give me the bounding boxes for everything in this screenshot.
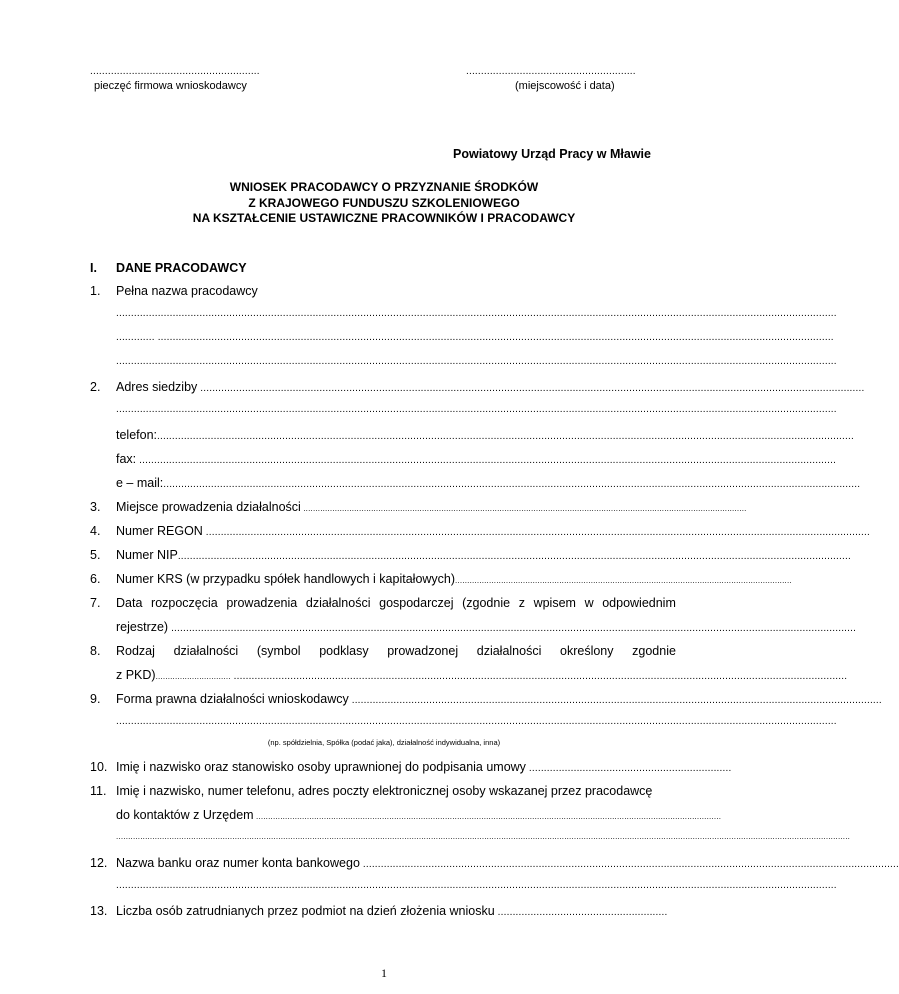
place-date-dots: ......................................................... bbox=[466, 66, 636, 77]
fax-input[interactable]: .......................................................................................................................................................................................................................................... bbox=[136, 455, 837, 466]
field-10-row bbox=[90, 760, 732, 774]
field-11-input[interactable]: ................................................................................................................................................................................................ bbox=[253, 812, 722, 821]
field-7-label-2: rejestrze) bbox=[116, 620, 169, 634]
email-row bbox=[116, 476, 861, 490]
addressee: Powiatowy Urząd Pracy w Mławie bbox=[453, 147, 651, 161]
field-5-input[interactable]: .................................................................................................................................................................................................................................. bbox=[177, 551, 851, 562]
field-5-row bbox=[90, 548, 851, 562]
email-label: e – mail: bbox=[116, 476, 164, 490]
field-3-number: 3. bbox=[90, 500, 101, 514]
field-9-input-line-2[interactable]: .................................................................................................................................................................................................................................................. bbox=[116, 716, 837, 727]
field-2-input[interactable]: ............................................................................................................................................................................................................................... bbox=[197, 383, 865, 394]
field-4-number: 4. bbox=[90, 524, 101, 538]
field-7-word: rozpoczęcia bbox=[151, 596, 218, 610]
field-7-word: w bbox=[584, 596, 594, 610]
field-8-word: zgodnie bbox=[632, 644, 676, 658]
field-5-label: Numer NIP bbox=[116, 548, 178, 562]
field-9-note: (np. spółdzielnia, Spółka (podać jaka), działalność indywidualna, inna) bbox=[267, 738, 501, 747]
field-12-input[interactable]: .................................................................................................................................................................................... bbox=[359, 859, 899, 870]
field-6-input[interactable]: ........................................................................................................................................... bbox=[455, 576, 792, 585]
field-1-input-line-2[interactable]: ............. ................................................................................................................................................................................................................................... bbox=[116, 332, 834, 343]
field-8-row-2 bbox=[116, 668, 848, 682]
field-4-label: Numer REGON bbox=[116, 524, 203, 538]
field-7-word: działalności bbox=[305, 596, 371, 610]
field-8-word: działalności bbox=[173, 644, 239, 658]
field-9-number: 9. bbox=[90, 692, 101, 706]
field-8-word: Rodzaj bbox=[116, 644, 155, 658]
field-2-row bbox=[90, 380, 865, 394]
field-6-row bbox=[90, 572, 792, 586]
field-7-row-2 bbox=[116, 620, 857, 634]
field-7-number: 7. bbox=[90, 596, 101, 610]
field-8-word: podklasy bbox=[319, 644, 369, 658]
field-1-row bbox=[90, 284, 676, 298]
field-8-input-b[interactable]: .............................................................................................................................................................................................................. bbox=[230, 671, 848, 682]
field-12-row bbox=[90, 856, 899, 870]
stamp-dots: ......................................................... bbox=[90, 66, 260, 77]
field-2-input-line-2[interactable]: .................................................................................................................................................................................................................................................. bbox=[116, 404, 837, 415]
field-1-input-line-1[interactable]: .................................................................................................................................................................................................................................................. bbox=[116, 308, 837, 319]
place-date-label: (miejscowość i data) bbox=[515, 80, 615, 92]
field-7-word: prowadzenia bbox=[226, 596, 298, 610]
field-3-row bbox=[90, 500, 747, 514]
field-2-label: Adres siedziby bbox=[116, 380, 198, 394]
field-13-input[interactable]: ......................................................... bbox=[494, 907, 668, 918]
field-10-input[interactable]: .................................................................... bbox=[525, 763, 732, 774]
field-4-input[interactable]: ............................................................................................................................................................................................................................... bbox=[202, 527, 870, 538]
field-8-row bbox=[90, 644, 676, 658]
field-8-word: działalności bbox=[476, 644, 542, 658]
field-9-row bbox=[90, 692, 882, 706]
field-1-input-line-3[interactable]: .................................................................................................................................................................................................................................................. bbox=[116, 356, 837, 367]
field-1-label: Pełna nazwa pracodawcy bbox=[116, 284, 258, 298]
field-11-label: Imię i nazwisko, numer telefonu, adres poczty elektronicznej osoby wskazanej przez pracodawcę bbox=[116, 784, 653, 798]
field-11-label-2: do kontaktów z Urzędem bbox=[116, 808, 254, 822]
field-2-number: 2. bbox=[90, 380, 101, 394]
field-7-word: odpowiednim bbox=[602, 596, 676, 610]
field-7-word: z bbox=[518, 596, 525, 610]
field-8-word: prowadzonej bbox=[387, 644, 459, 658]
field-6-label: Numer KRS (w przypadku spółek handlowych i kapitałowych) bbox=[116, 572, 456, 586]
field-3-label: Miejsce prowadzenia działalności bbox=[116, 500, 301, 514]
phone-input[interactable]: .......................................................................................................................................................................................................................................... bbox=[157, 431, 854, 442]
section-heading: DANE PRACODAWCY bbox=[116, 261, 247, 275]
field-8-word: określony bbox=[560, 644, 614, 658]
field-11-input-line-2[interactable]: ............................................................................................................................................................................................................................................................................................................... bbox=[116, 832, 851, 841]
fax-row bbox=[116, 452, 837, 466]
field-13-row bbox=[90, 904, 676, 918]
field-12-number: 12. bbox=[90, 856, 108, 870]
field-7-row bbox=[90, 596, 676, 610]
fax-label: fax: bbox=[116, 452, 137, 466]
field-11-row bbox=[90, 784, 676, 798]
field-7-label bbox=[116, 596, 676, 610]
field-5-number: 5. bbox=[90, 548, 101, 562]
phone-row bbox=[116, 428, 854, 442]
stamp-label: pieczęć firmowa wnioskodawcy bbox=[94, 80, 247, 92]
email-input[interactable]: .......................................................................................................................................................................................................................................... bbox=[163, 479, 861, 490]
field-10-label: Imię i nazwisko oraz stanowisko osoby uprawnionej do podpisania umowy bbox=[116, 760, 526, 774]
field-10-number: 10. bbox=[90, 760, 108, 774]
field-7-word: wpisem bbox=[533, 596, 576, 610]
field-11-row-2 bbox=[116, 808, 722, 822]
field-7-word: Data bbox=[116, 596, 143, 610]
field-3-input[interactable]: ....................................................................................................................................................................................... bbox=[300, 504, 747, 513]
field-7-word: (zgodnie bbox=[462, 596, 511, 610]
field-7-word: gospodarczej bbox=[379, 596, 454, 610]
field-8-label-2: z PKD) bbox=[116, 668, 156, 682]
field-12-label: Nazwa banku oraz numer konta bankowego bbox=[116, 856, 360, 870]
field-13-number: 13. bbox=[90, 904, 108, 918]
title-line-3: NA KSZTAŁCENIE USTAWICZNE PRACOWNIKÓW I PRACODAWCY bbox=[192, 211, 576, 225]
field-8-label bbox=[116, 644, 676, 658]
field-9-label: Forma prawna działalności wnioskodawcy bbox=[116, 692, 349, 706]
field-11-number: 11. bbox=[90, 784, 107, 798]
field-9-input[interactable]: .................................................................................................................................................................................. bbox=[348, 695, 882, 706]
field-13-label: Liczba osób zatrudnianych przez podmiot na dzień złożenia wniosku bbox=[116, 904, 495, 918]
page-number: 1 bbox=[381, 966, 387, 980]
field-6-number: 6. bbox=[90, 572, 101, 586]
field-8-word: (symbol bbox=[256, 644, 301, 658]
field-8-number: 8. bbox=[90, 644, 101, 658]
field-8-input-a[interactable]: ............................... bbox=[155, 672, 231, 681]
section-number: I. bbox=[90, 261, 97, 275]
field-12-input-line-2[interactable]: .................................................................................................................................................................................................................................................. bbox=[116, 880, 837, 891]
title-line-2: Z KRAJOWEGO FUNDUSZU SZKOLENIOWEGO bbox=[248, 196, 520, 210]
field-4-row bbox=[90, 524, 870, 538]
phone-label: telefon: bbox=[116, 428, 158, 442]
field-1-number: 1. bbox=[90, 284, 101, 298]
field-7-input[interactable]: ...................................................................................................................................................................................................................................... bbox=[168, 623, 857, 634]
title-line-1: WNIOSEK PRACODAWCY O PRZYZNANIE ŚRODKÓW bbox=[229, 180, 539, 194]
